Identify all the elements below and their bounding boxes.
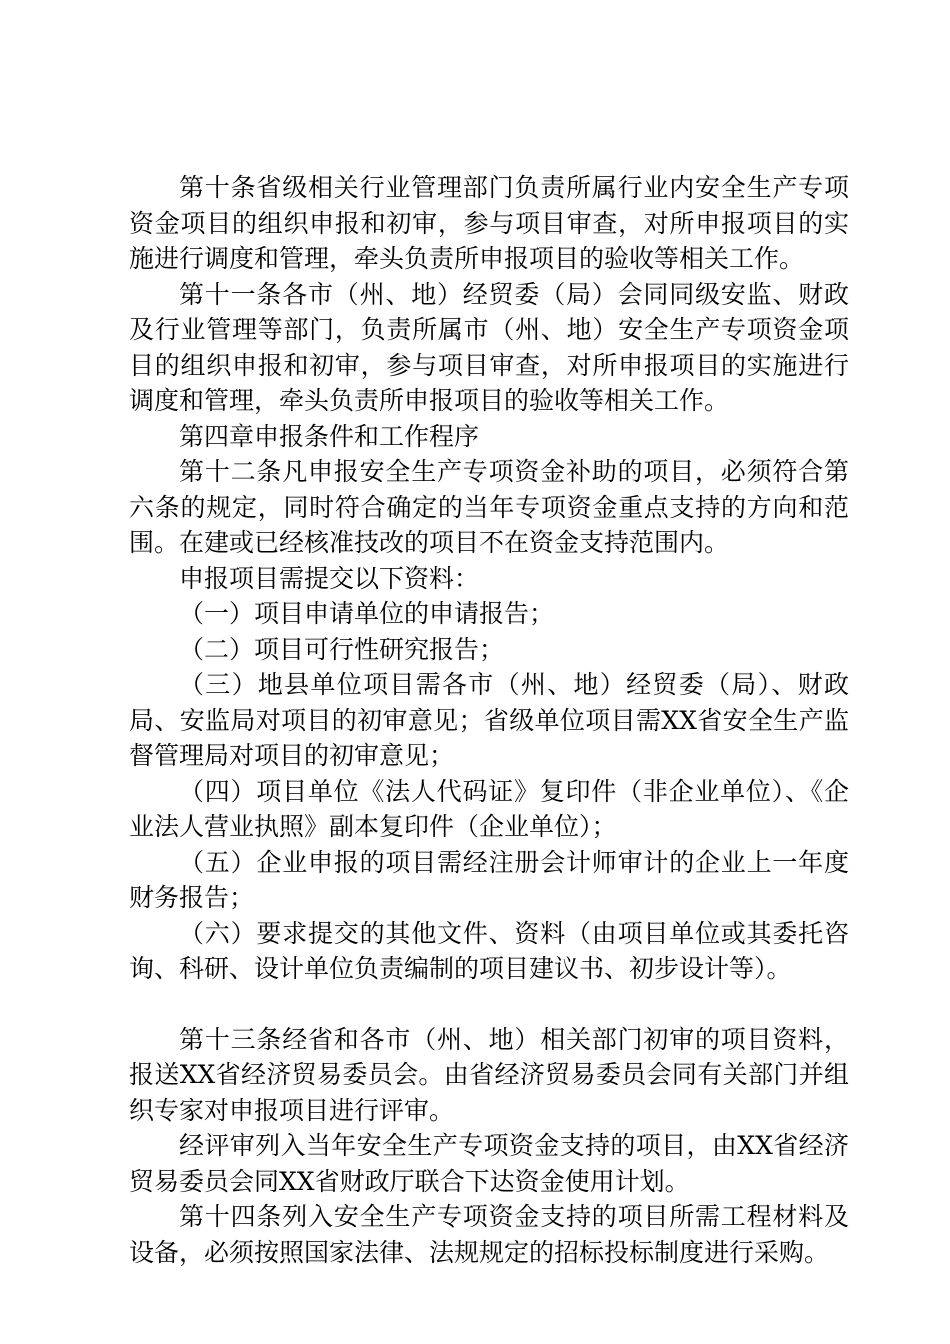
material-item-1: （一）项目申请单位的申请报告； xyxy=(179,599,555,628)
material-item-4: （四）项目单位《法人代码证》复印件（非企业单位）、《企业法人营业执照》副本复印件（企业单位）； xyxy=(129,776,849,841)
article-10-paragraph: 第十条省级相关行业管理部门负责所属行业内安全生产专项资金项目的组织申报和初审，参与项目审查，对所申报项目的实施进行调度和管理，牵头负责所申报项目的验收等相关工作。 xyxy=(129,173,849,273)
article-12-paragraph: 第十二条凡申报安全生产专项资金补助的项目，必须符合第六条的规定，同时符合确定的当年专项资金重点支持的方向和范围。在建或已经核准技改的项目不在资金支持范围内。 xyxy=(129,457,849,557)
material-item-2: （二）项目可行性研究报告； xyxy=(179,634,505,664)
material-item-3: （三）地县单位项目需各市（州、地）经贸委（局）、财政局、安监局对项目的初审意见；省级单位项目需XX省安全生产监督管理局对项目的初审意见； xyxy=(129,670,849,770)
document-body xyxy=(129,170,849,1270)
review-plan-paragraph: 经评审列入当年安全生产专项资金支持的项目，由XX省经济贸易委员会同XX省财政厅联合下达资金使用计划。 xyxy=(129,1131,849,1196)
paragraph-gap xyxy=(129,987,849,1022)
article-13-paragraph: 第十三条经省和各市（州、地）相关部门初审的项目资料，报送XX省经济贸易委员会。由省经济贸易委员会同有关部门并组织专家对申报项目进行评审。 xyxy=(129,1024,849,1125)
material-item-6: （六）要求提交的其他文件、资料（由项目单位或其委托咨询、科研、设计单位负责编制的项目建议书、初步设计等）。 xyxy=(129,918,849,983)
material-item-5: （五）企业申报的项目需经注册会计师审计的企业上一年度财务报告； xyxy=(129,847,849,912)
materials-intro: 申报项目需提交以下资料： xyxy=(179,563,480,593)
chapter-4-heading: 第四章申报条件和工作程序 xyxy=(179,421,480,451)
article-14-paragraph: 第十四条列入安全生产专项资金支持的项目所需工程材料及设备，必须按照国家法律、法规规定的招标投标制度进行采购。 xyxy=(129,1202,849,1267)
article-11-paragraph: 第十一条各市（州、地）经贸委（局）会同同级安监、财政及行业管理等部门，负责所属市（州、地）安全生产专项资金项目的组织申报和初审，参与项目审查，对所申报项目的实施进行调度和管理，牵头负责所申报项目的验收等相关工作。 xyxy=(129,279,849,415)
